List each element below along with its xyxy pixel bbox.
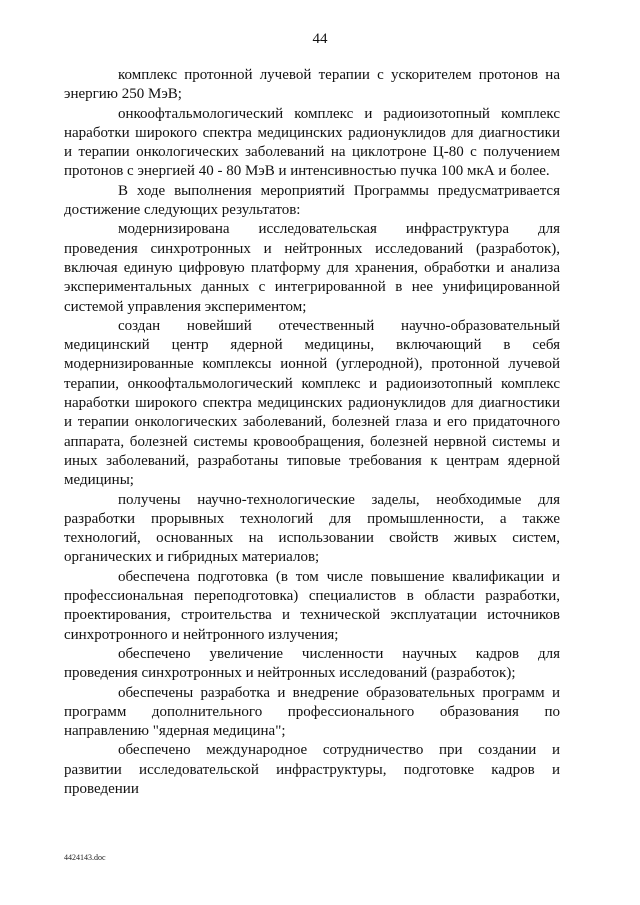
paragraph: обеспечены разработка и внедрение образовательных программ и программ дополнительного профессионального образования по направлению "ядерная медицина"; xyxy=(64,684,560,740)
paragraph: получены научно-технологические заделы, необходимые для разработки прорывных технологий для промышленности, а также технологий, основанных на использовании свойств живых систем, органических и гибридных материалов; xyxy=(64,491,560,566)
paragraph: обеспечена подготовка (в том числе повышение квалификации и профессиональная переподготовка) специалистов в области разработки, проектирования, строительства и технической эксплуатации источников синхротронного и нейтронного излучения; xyxy=(64,568,560,643)
paragraph: онкоофтальмологический комплекс и радиоизотопный комплекс наработки широкого спектра медицинских радионуклидов для диагностики и терапии онкологических заболеваний на циклотроне Ц-80 с получением протонов с энергией 40 - 80 МэВ и интенсивностью пучка 100 мкА и более. xyxy=(64,105,560,180)
document-body xyxy=(64,66,560,799)
footer-filename: 4424143.doc xyxy=(64,853,106,862)
page-number: 44 xyxy=(312,31,328,47)
paragraph: В ходе выполнения мероприятий Программы предусматривается достижение следующих результатов: xyxy=(64,182,560,219)
paragraph: комплекс протонной лучевой терапии с ускорителем протонов на энергию 250 МэВ; xyxy=(64,67,560,103)
paragraph: обеспечено увеличение численности научных кадров для проведения синхротронных и нейтронных исследований (разработок); xyxy=(64,645,560,682)
paragraph: обеспечено международное сотрудничество при создании и развитии исследовательской инфраструктуры, подготовке кадров и проведении xyxy=(64,742,560,797)
paragraph: модернизирована исследовательская инфраструктура для проведения синхротронных и нейтронных исследований (разработок), включая единую цифровую платформу для хранения, обработки и анализа экспериментальных данных с интегрированной в нее унифицированной системой управления экспериментом; xyxy=(64,221,560,315)
paragraph: создан новейший отечественный научно-образовательный медицинский центр ядерной медицины, включающий в себя модернизированные комплексы ионной (углеродной), протонной лучевой терапии, онкоофтальмологический комплекс и радиоизотопный комплекс наработки широкого спектра медицинских радионуклидов для диагностики и терапии онкологических заболеваний, болезней глаза и его придаточного аппарата, болезней системы кровообращения, болезней нервной системы и иных заболеваний, разработаны типовые требования к центрам ядерной медицины; xyxy=(64,317,560,489)
